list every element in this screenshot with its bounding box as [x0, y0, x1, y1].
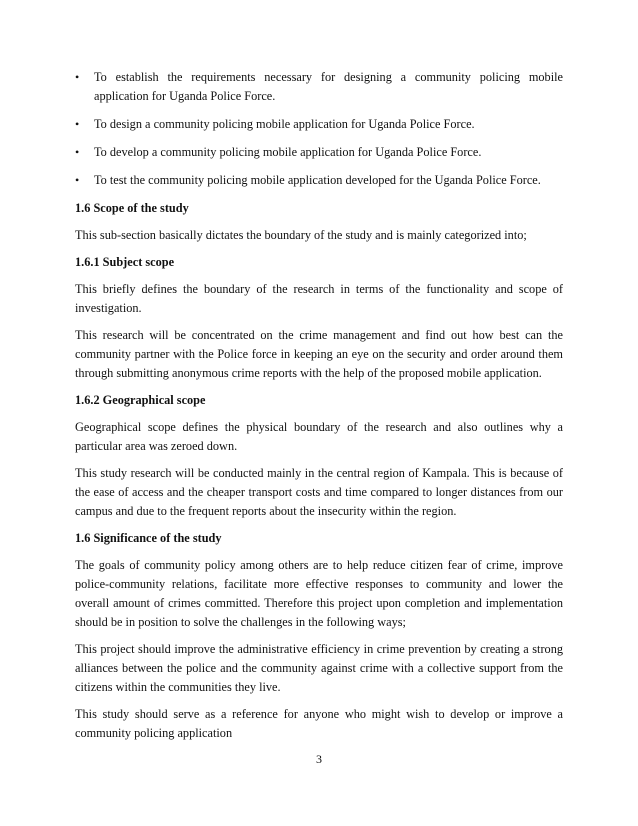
paragraph: This research will be concentrated on the crime management and find out how best can the community partner with the Police force in keeping an eye on the security and order around them through submitting anonymous crime reports with the help of the proposed mobile application. — [75, 328, 563, 380]
objective-text: To develop a community policing mobile application for Uganda Police Force. — [94, 145, 482, 159]
objectives-list — [75, 68, 563, 190]
bullet-icon: • — [75, 173, 80, 187]
list-item — [75, 68, 563, 106]
paragraph: This briefly defines the boundary of the research in terms of the functionality and scope of investigation. — [75, 282, 563, 315]
section-heading-significance: 1.6 Significance of the study — [75, 531, 222, 545]
bullet-icon: • — [75, 117, 80, 131]
objective-text: To test the community policing mobile application developed for the Uganda Police Force. — [94, 173, 541, 187]
section-heading-scope: 1.6 Scope of the study — [75, 201, 189, 215]
bullet-icon: • — [75, 70, 80, 84]
objective-text: To design a community policing mobile application for Uganda Police Force. — [94, 117, 475, 131]
paragraph: This study research will be conducted mainly in the central region of Kampala. This is because of the ease of access and the cheaper transport costs and time compared to longer distances from our campus and due to the frequent reports about the insecurity within the region. — [75, 466, 563, 518]
section-heading-geographical-scope: 1.6.2 Geographical scope — [75, 393, 206, 407]
page-number: 3 — [316, 752, 322, 766]
paragraph: Geographical scope defines the physical boundary of the research and also outlines why a particular area was zeroed down. — [75, 420, 563, 453]
paragraph: The goals of community policy among others are to help reduce citizen fear of crime, improve police-community relations, facilitate more effective responses to community and lower the overall amount of crimes committed. Therefore this project upon completion and implementation should be in position to solve the challenges in the following ways; — [75, 558, 563, 629]
list-item — [75, 171, 563, 190]
section-heading-subject-scope: 1.6.1 Subject scope — [75, 255, 175, 269]
list-item — [75, 115, 563, 134]
paragraph: This project should improve the administrative efficiency in crime prevention by creating a strong alliances between the police and the community against crime with a collective support from the citizens within the communities they live. — [75, 642, 563, 694]
document-page — [75, 68, 563, 751]
objective-text: To establish the requirements necessary for designing a community policing mobile application for Uganda Police Force. — [94, 70, 563, 103]
paragraph: This sub-section basically dictates the boundary of the study and is mainly categorized into; — [75, 228, 527, 242]
list-item — [75, 143, 563, 162]
bullet-icon: • — [75, 145, 80, 159]
paragraph: This study should serve as a reference for anyone who might wish to develop or improve a community policing application — [75, 707, 563, 740]
